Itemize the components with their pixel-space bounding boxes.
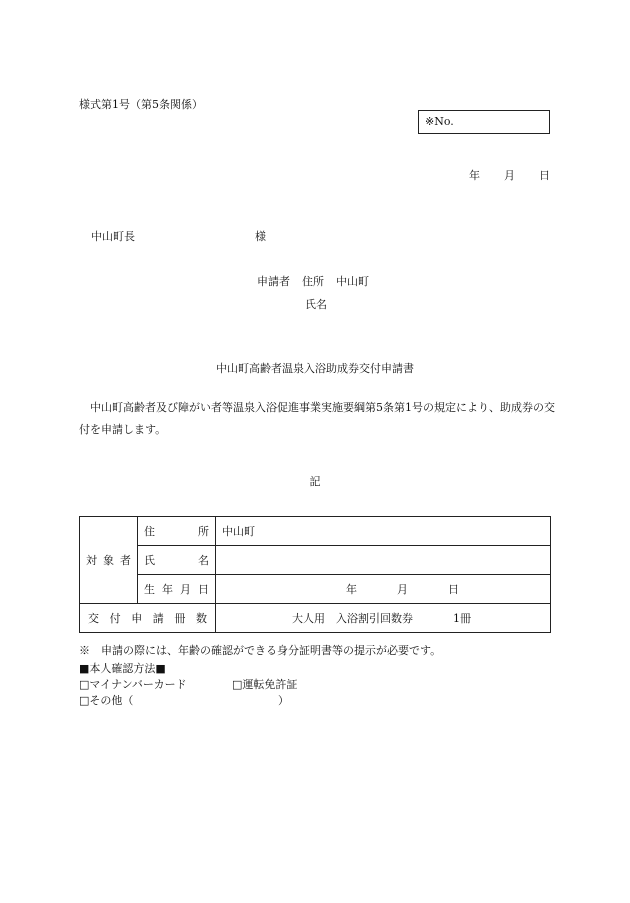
dob-label: 生 年 月 日	[138, 575, 216, 604]
addressee-honorific: 様	[255, 230, 266, 243]
checkbox-other[interactable]: □その他（	[79, 694, 134, 707]
identity-note: ※ 申請の際には、年齢の確認ができる身分証明書等の提示が必要です。	[79, 644, 442, 657]
date-month-label: 月	[504, 169, 515, 182]
applicant-name-label: 氏名	[305, 298, 327, 311]
applicant-address-label: 住所	[302, 275, 324, 288]
address-value-field[interactable]: 中山町	[216, 517, 551, 546]
reception-number-box[interactable]	[418, 110, 550, 134]
addressee-mayor: 中山町長	[91, 230, 135, 243]
reception-number-label: ※No.	[425, 115, 454, 128]
identity-options-row-2	[79, 692, 289, 708]
dob-year-label: 年	[346, 583, 357, 596]
document-title: 中山町高齢者温泉入浴助成券交付申請書	[216, 362, 414, 375]
application-date	[469, 167, 550, 183]
name-value-field[interactable]	[216, 546, 551, 575]
table-row-issue	[80, 604, 551, 633]
applicant-label: 申請者	[257, 275, 290, 288]
checkbox-mynumber-card[interactable]: □マイナンバーカード	[79, 678, 187, 691]
ki-heading: 記	[309, 475, 321, 488]
table-row-dob	[80, 575, 551, 604]
date-day-label: 日	[539, 169, 550, 182]
identity-options-row-1	[79, 676, 298, 692]
table-row-name	[80, 546, 551, 575]
other-close-paren: ）	[278, 694, 289, 707]
application-details-table	[79, 516, 551, 633]
dob-month-label: 月	[397, 583, 408, 596]
issue-count-label: 交 付 申 請 冊 数	[80, 604, 216, 633]
ticket-type: 大人用 入浴割引回数券	[292, 612, 413, 625]
address-label: 住 所	[138, 517, 216, 546]
dob-value-field[interactable]	[216, 575, 551, 604]
ticket-count: 1冊	[453, 612, 471, 625]
target-person-label: 対 象 者	[80, 517, 138, 604]
date-year-label: 年	[469, 169, 480, 182]
form-number: 様式第1号（第5条関係）	[79, 98, 203, 111]
name-label: 氏 名	[138, 546, 216, 575]
issue-count-value	[216, 604, 551, 633]
checkbox-drivers-license[interactable]: □運転免許証	[232, 678, 298, 691]
dob-day-label: 日	[448, 583, 459, 596]
identity-method-title: ■本人確認方法■	[79, 662, 166, 675]
applicant-address-line	[257, 273, 369, 289]
application-body-text: 中山町高齢者及び障がい者等温泉入浴促進事業実施要綱第5条第1号の規定により、助成券の交付を申請します。	[79, 401, 555, 436]
applicant-address-value: 中山町	[336, 275, 369, 288]
table-row-address	[80, 517, 551, 546]
